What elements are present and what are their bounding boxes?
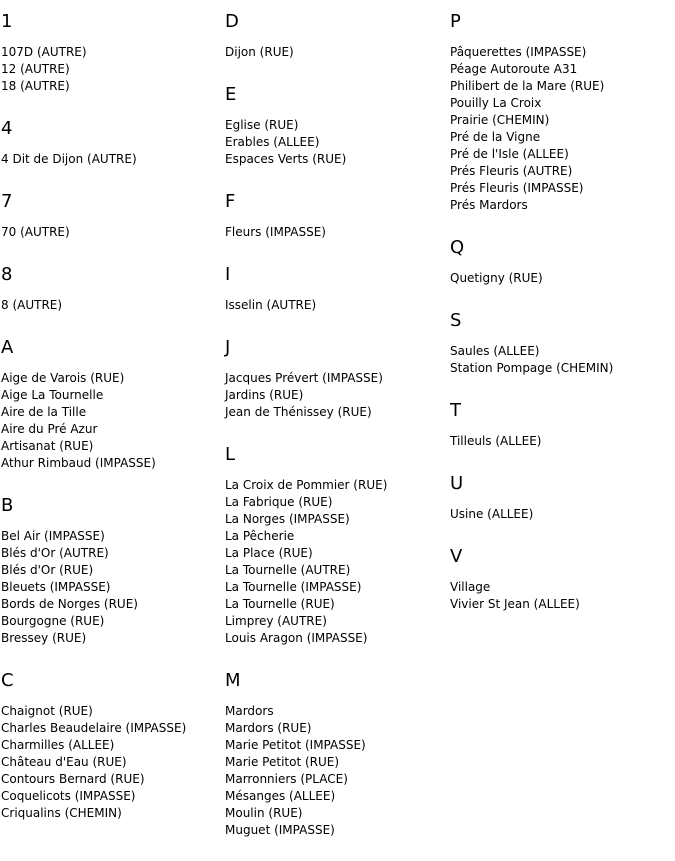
street-name: 107D (AUTRE)	[1, 45, 87, 59]
street-name: La Place (RUE)	[225, 546, 313, 560]
letter-group	[1, 190, 223, 241]
street-list	[225, 297, 447, 314]
street-list	[450, 270, 672, 287]
street-name: La Pêcherie	[225, 529, 295, 543]
letter-group	[450, 10, 672, 214]
letter-group	[1, 117, 223, 168]
street-list	[1, 528, 223, 647]
street-name: Fleurs (IMPASSE)	[225, 225, 326, 239]
letter-heading: F	[225, 191, 236, 212]
letter-group	[225, 263, 447, 314]
street-name: La Tournelle (AUTRE)	[225, 563, 351, 577]
letter-heading: Q	[450, 237, 465, 258]
street-name: Aire du Pré Azur	[1, 422, 98, 436]
street-name: Coquelicots (IMPASSE)	[1, 789, 136, 803]
street-name: Prés Mardors	[450, 198, 528, 212]
letter-group	[225, 443, 447, 647]
street-name: Marronniers (PLACE)	[225, 772, 348, 786]
street-index-column-2	[225, 10, 447, 861]
street-name: Athur Rimbaud (IMPASSE)	[1, 456, 156, 470]
street-name: Quetigny (RUE)	[450, 271, 543, 285]
letter-group	[225, 669, 447, 839]
street-name: La Tournelle (IMPASSE)	[225, 580, 362, 594]
street-list	[450, 343, 672, 377]
street-name: Muguet (IMPASSE)	[225, 823, 335, 837]
street-list	[450, 506, 672, 523]
street-name: Pâquerettes (IMPASSE)	[450, 45, 587, 59]
letter-group	[225, 83, 447, 168]
street-name: Prairie (CHEMIN)	[450, 113, 550, 127]
letter-group	[1, 669, 223, 822]
street-name: 70 (AUTRE)	[1, 225, 70, 239]
street-list	[1, 370, 223, 472]
street-list	[450, 44, 672, 214]
street-name: Prés Fleuris (IMPASSE)	[450, 181, 584, 195]
street-name: Marie Petitot (RUE)	[225, 755, 340, 769]
street-name: 4 Dit de Dijon (AUTRE)	[1, 152, 137, 166]
street-list	[1, 44, 223, 95]
letter-heading: E	[225, 84, 237, 105]
street-name: Bourgogne (RUE)	[1, 614, 105, 628]
letter-group	[450, 545, 672, 613]
letter-heading: C	[1, 670, 14, 691]
street-name: 12 (AUTRE)	[1, 62, 70, 76]
street-name: Pouilly La Croix	[450, 96, 542, 110]
street-name: Bords de Norges (RUE)	[1, 597, 138, 611]
street-list	[225, 370, 447, 421]
letter-heading: S	[450, 310, 462, 331]
street-name: Village	[450, 580, 491, 594]
street-list	[450, 579, 672, 613]
street-list	[225, 703, 447, 839]
letter-heading: 7	[1, 191, 13, 212]
street-list	[1, 224, 223, 241]
street-name: Chaignot (RUE)	[1, 704, 93, 718]
street-name: Blés d'Or (AUTRE)	[1, 546, 109, 560]
street-name: Aire de la Tille	[1, 405, 87, 419]
street-name: Saules (ALLEE)	[450, 344, 540, 358]
street-name: Mardors (RUE)	[225, 721, 312, 735]
street-name: Isselin (AUTRE)	[225, 298, 317, 312]
street-index-column-1	[1, 10, 223, 844]
street-name: Pré de l'Isle (ALLEE)	[450, 147, 569, 161]
street-name: Erables (ALLEE)	[225, 135, 320, 149]
letter-heading: V	[450, 546, 463, 567]
street-list	[450, 433, 672, 450]
street-name: La Fabrique (RUE)	[225, 495, 333, 509]
street-name: Bleuets (IMPASSE)	[1, 580, 111, 594]
street-name: Charles Beaudelaire (IMPASSE)	[1, 721, 187, 735]
street-name: Mardors	[225, 704, 274, 718]
letter-group	[225, 10, 447, 61]
street-index-column-3	[450, 10, 672, 635]
letter-group	[450, 309, 672, 377]
street-name: Aige de Varois (RUE)	[1, 371, 125, 385]
letter-group	[1, 263, 223, 314]
street-name: Eglise (RUE)	[225, 118, 299, 132]
letter-heading: U	[450, 473, 464, 494]
street-name: Prés Fleuris (AUTRE)	[450, 164, 573, 178]
letter-group	[225, 336, 447, 421]
letter-group	[450, 472, 672, 523]
letter-heading: T	[450, 400, 461, 421]
street-name: Jardins (RUE)	[225, 388, 304, 402]
letter-group	[1, 494, 223, 647]
street-name: Limprey (AUTRE)	[225, 614, 327, 628]
letter-heading: D	[225, 11, 239, 32]
letter-group	[1, 336, 223, 472]
street-name: Louis Aragon (IMPASSE)	[225, 631, 368, 645]
street-name: La Croix de Pommier (RUE)	[225, 478, 388, 492]
street-name: Aige La Tournelle	[1, 388, 104, 402]
letter-heading: L	[225, 444, 236, 465]
street-name: Jacques Prévert (IMPASSE)	[225, 371, 383, 385]
letter-heading: 8	[1, 264, 13, 285]
street-name: Bressey (RUE)	[1, 631, 87, 645]
street-name: Bel Air (IMPASSE)	[1, 529, 105, 543]
street-name: Espaces Verts (RUE)	[225, 152, 347, 166]
street-list	[1, 703, 223, 822]
street-name: Château d'Eau (RUE)	[1, 755, 127, 769]
street-name: 8 (AUTRE)	[1, 298, 63, 312]
street-list	[225, 117, 447, 168]
letter-heading: 1	[1, 11, 13, 32]
street-name: Péage Autoroute A31	[450, 62, 578, 76]
street-name: Tilleuls (ALLEE)	[450, 434, 542, 448]
street-name: Dijon (RUE)	[225, 45, 294, 59]
street-list	[225, 224, 447, 241]
letter-group	[1, 10, 223, 95]
street-list	[225, 44, 447, 61]
street-list	[225, 477, 447, 647]
street-list	[1, 297, 223, 314]
street-name: Moulin (RUE)	[225, 806, 303, 820]
letter-group	[450, 399, 672, 450]
street-name: Mésanges (ALLEE)	[225, 789, 336, 803]
letter-group	[225, 190, 447, 241]
street-name: Artisanat (RUE)	[1, 439, 94, 453]
street-list	[1, 151, 223, 168]
letter-heading: 4	[1, 118, 13, 139]
street-name: La Tournelle (RUE)	[225, 597, 335, 611]
street-name: Blés d'Or (RUE)	[1, 563, 94, 577]
letter-group	[450, 236, 672, 287]
street-name: Jean de Thénissey (RUE)	[225, 405, 372, 419]
street-name: Station Pompage (CHEMIN)	[450, 361, 614, 375]
street-name: Usine (ALLEE)	[450, 507, 534, 521]
street-name: Vivier St Jean (ALLEE)	[450, 597, 580, 611]
letter-heading: P	[450, 11, 461, 32]
street-name: 18 (AUTRE)	[1, 79, 70, 93]
street-name: Marie Petitot (IMPASSE)	[225, 738, 366, 752]
letter-heading: J	[225, 337, 231, 358]
street-name: Pré de la Vigne	[450, 130, 541, 144]
letter-heading: A	[1, 337, 14, 358]
street-name: Charmilles (ALLEE)	[1, 738, 115, 752]
letter-heading: I	[225, 264, 231, 285]
letter-heading: M	[225, 670, 241, 691]
street-name: Contours Bernard (RUE)	[1, 772, 145, 786]
street-name: Philibert de la Mare (RUE)	[450, 79, 605, 93]
letter-heading: B	[1, 495, 14, 516]
street-name: Criqualins (CHEMIN)	[1, 806, 122, 820]
street-name: La Norges (IMPASSE)	[225, 512, 350, 526]
